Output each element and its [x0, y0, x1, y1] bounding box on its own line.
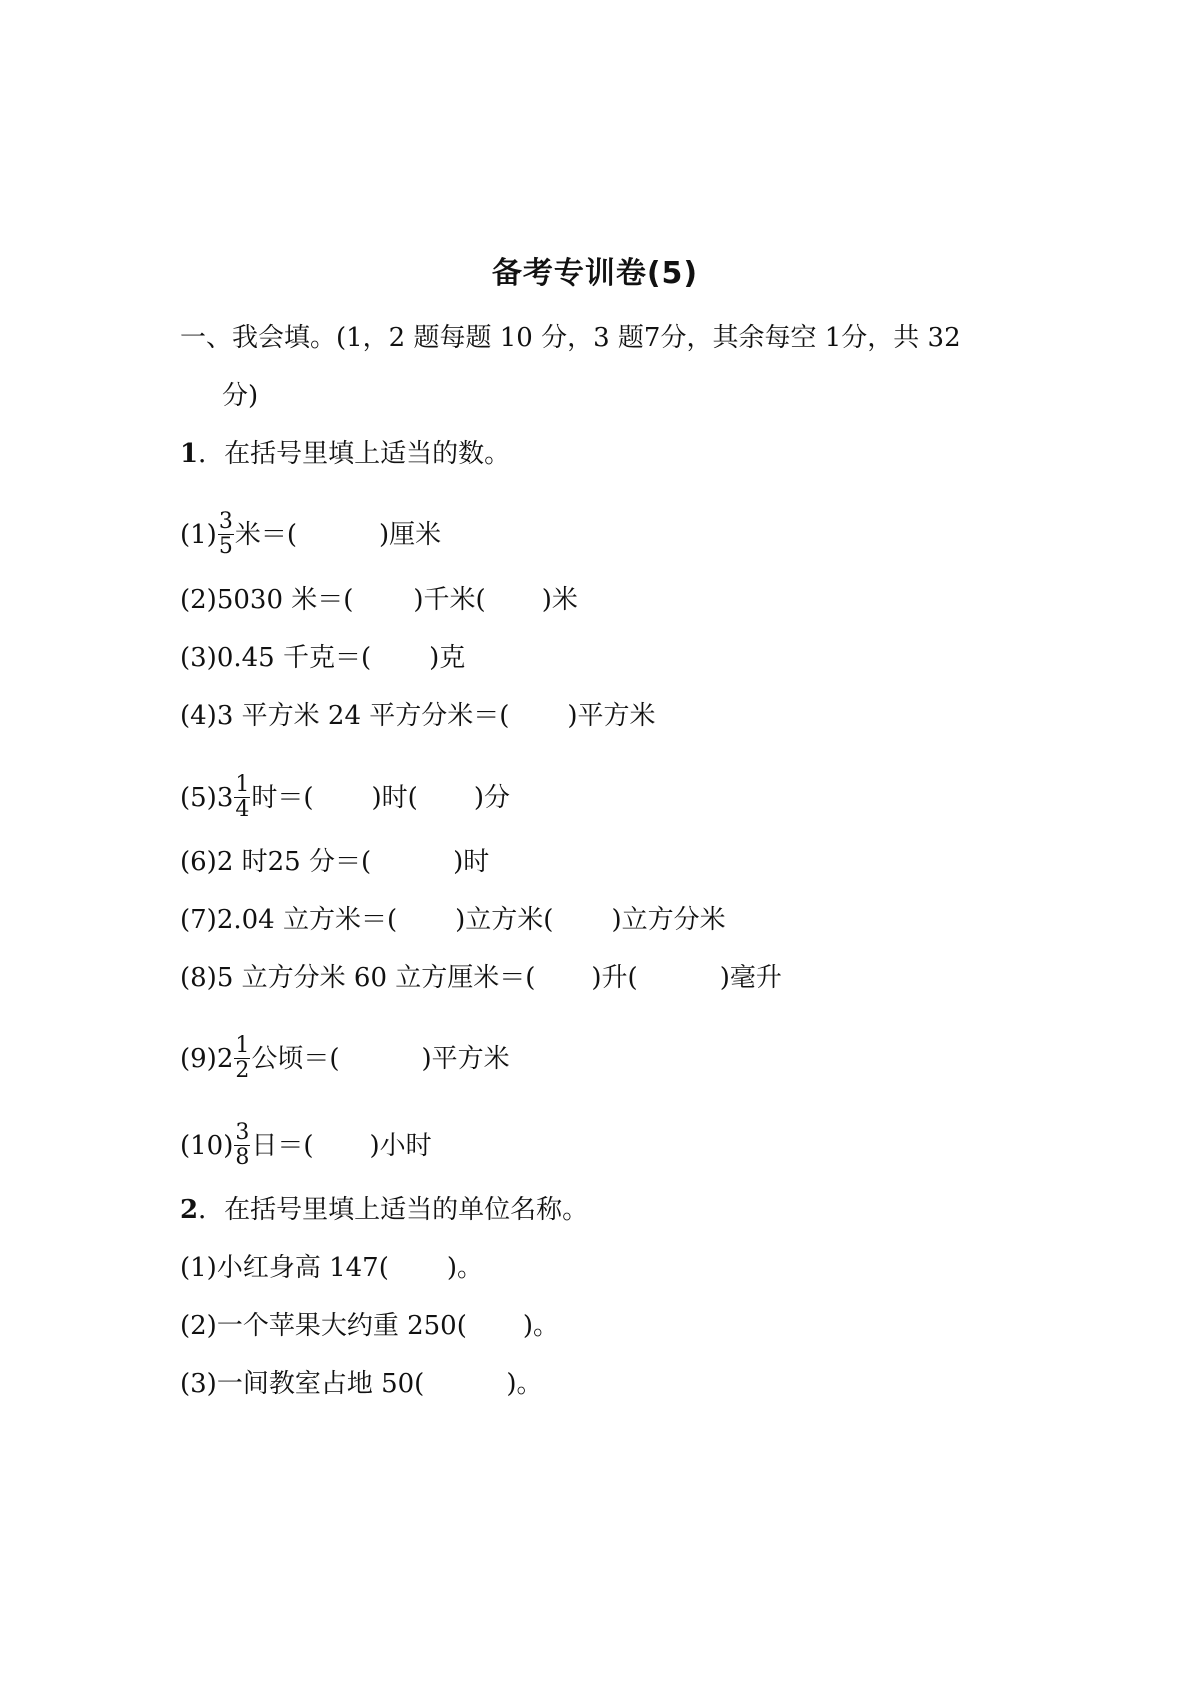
question-text: ．在括号里填上适当的单位名称。: [198, 1195, 589, 1225]
q2-item-2: (2)一个苹果大约重 250( )。: [180, 1311, 560, 1341]
fraction: $\frac{1}{4}$: [235, 772, 250, 822]
fraction: $\frac{1}{2}$: [235, 1033, 250, 1083]
q1-item-8: (8)5 立方分米 60 立方厘米＝( )升( )毫升: [180, 963, 782, 993]
q1-item-3: (3)0.45 千克＝( )克: [180, 643, 466, 673]
q1-item-7: (7)2.04 立方米＝( )立方米( )立方分米: [180, 905, 726, 935]
question-text: ．在括号里填上适当的数。: [198, 439, 511, 469]
q1-item-6: (6)2 时25 分＝( )时: [180, 847, 490, 877]
q1-item-9: (9)2 $\frac{1}{2}$ 公顷＝( )平方米: [180, 1033, 510, 1083]
question-1: [180, 438, 510, 470]
fraction: $\frac{3}{8}$: [235, 1120, 250, 1170]
section-heading: [180, 322, 961, 354]
q1-item-2: (2)5030 米＝( )千米( )米: [180, 585, 578, 615]
section-heading-line1: 一、我会填。(1，2 题每题 10 分，3 题7分，其余每空 1分，共 32: [180, 323, 961, 353]
question-number: 2: [180, 1195, 199, 1225]
q2-item-1: (1)小红身高 147( )。: [180, 1253, 484, 1283]
section-heading-cont: [222, 380, 258, 412]
fraction: $\frac{3}{5}$: [218, 509, 233, 559]
question-number: 1: [180, 439, 199, 469]
page-title: 备考专训卷(5): [491, 256, 699, 291]
q1-item-1: (1) $\frac{3}{5}$ 米＝( )厘米: [180, 509, 442, 559]
q2-item-3: (3)一间教室占地 50( )。: [180, 1369, 543, 1399]
q1-item-5: (5)3 $\frac{1}{4}$ 时＝( )时( )分: [180, 772, 510, 822]
question-2: [180, 1194, 588, 1226]
section-heading-line2: 分): [222, 381, 259, 411]
q1-item-4: (4)3 平方米 24 平方分米＝( )平方米: [180, 701, 656, 731]
q1-item-10: (10) $\frac{3}{8}$ 日＝( )小时: [180, 1120, 432, 1170]
